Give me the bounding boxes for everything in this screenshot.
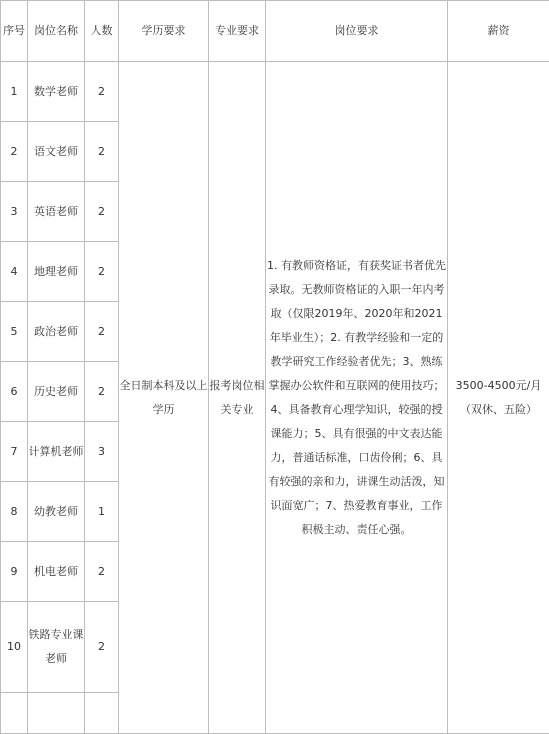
row-position: 数学老师 (28, 62, 85, 122)
header-count: 人数 (85, 1, 119, 62)
header-position: 岗位名称 (28, 1, 85, 62)
row-position: 幼教老师 (28, 482, 85, 542)
row-count: 1 (85, 482, 119, 542)
education-cell: 全日制本科及以上学历 (119, 62, 209, 734)
row-count: 2 (85, 542, 119, 602)
header-index: 序号 (1, 1, 28, 62)
row-index: 6 (1, 362, 28, 422)
row-index: 5 (1, 302, 28, 362)
major-cell: 报考岗位相关专业 (209, 62, 266, 734)
row-index: 8 (1, 482, 28, 542)
row-position: 英语老师 (28, 182, 85, 242)
row-count: 2 (85, 302, 119, 362)
row-position: 地理老师 (28, 242, 85, 302)
row-index: 3 (1, 182, 28, 242)
salary-cell: 3500-4500元/月（双休、五险） (448, 62, 549, 734)
row-count: 2 (85, 62, 119, 122)
row-index: 1 (1, 62, 28, 122)
row-index: 9 (1, 542, 28, 602)
row-position: 政治老师 (28, 302, 85, 362)
row-index: 4 (1, 242, 28, 302)
row-index: 2 (1, 122, 28, 182)
row-count: 3 (85, 422, 119, 482)
requirements-cell: 1. 有教师资格证，有获奖证书者优先录取。无教师资格证的入职一年内考取（仅限2019年、2020年和2021年毕业生）；2. 有教学经验和一定的教学研究工作经验者优先；3、熟练掌握办公软件和互联网的使用技巧；4、具备教育心理学知识，较强的授课能力；5、具有很强的中文表达能力，普通话标准，口齿伶俐；6、具有较强的亲和力，讲课生动活泼，知识面宽广；7、热爱教育事业，工作积极主动、责任心强。 (266, 62, 448, 734)
row-count: 2 (85, 362, 119, 422)
row-position: 语文老师 (28, 122, 85, 182)
row-count: 2 (85, 242, 119, 302)
row-position: 机电老师 (28, 542, 85, 602)
row-position: 计算机老师 (28, 422, 85, 482)
row-index: 10 (1, 602, 28, 693)
row-count: 2 (85, 602, 119, 693)
header-education: 学历要求 (119, 1, 209, 62)
row-position: 铁路专业课老师 (28, 602, 85, 693)
header-row (1, 1, 549, 62)
header-major: 专业要求 (209, 1, 266, 62)
row-count: 2 (85, 182, 119, 242)
table-row (1, 62, 549, 122)
row-index: 7 (1, 422, 28, 482)
header-requirements: 岗位要求 (266, 1, 448, 62)
header-salary: 薪资 (448, 1, 549, 62)
row-count: 2 (85, 122, 119, 182)
row-position: 历史老师 (28, 362, 85, 422)
